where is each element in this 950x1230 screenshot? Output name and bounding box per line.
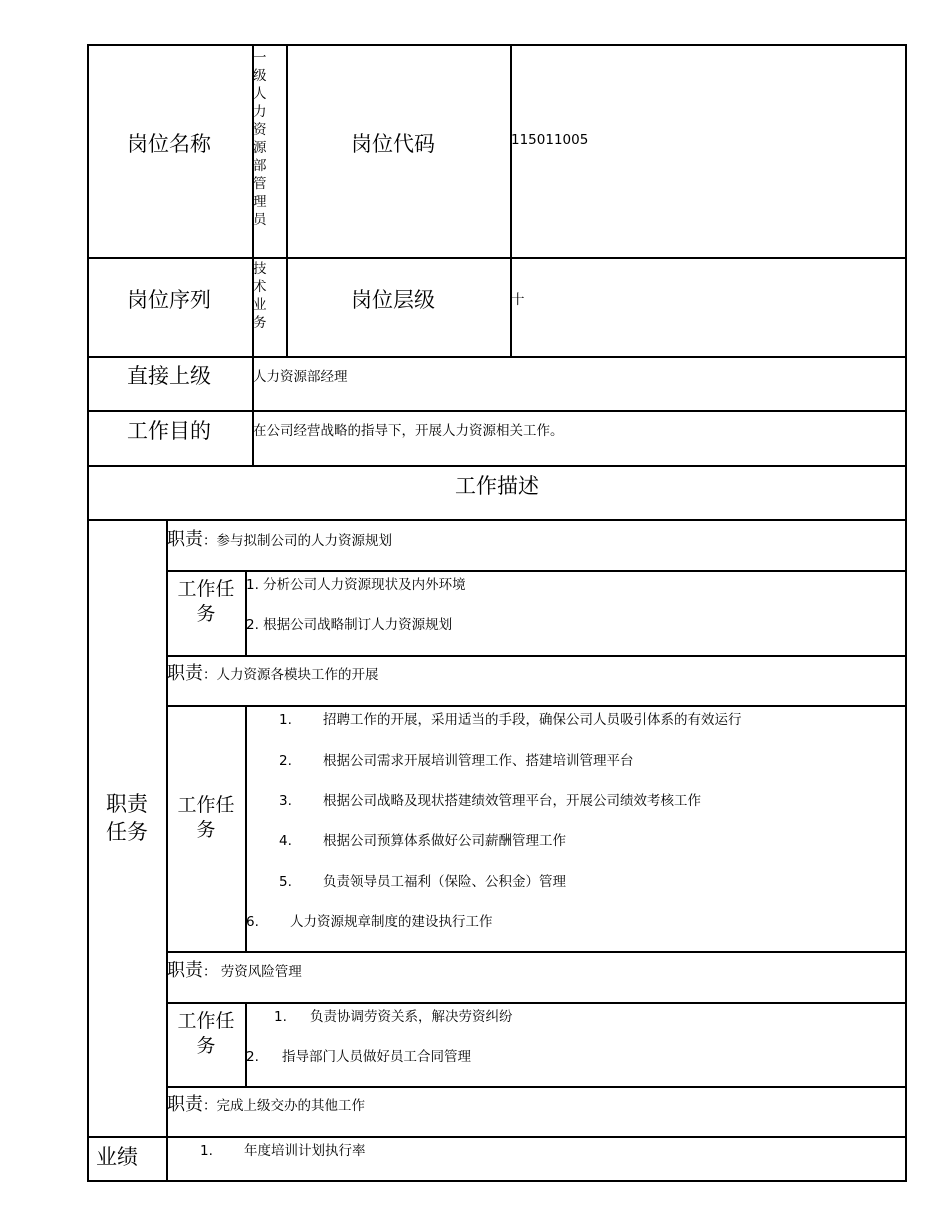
duty-2-task-6: 6. 人力资源规章制度的建设执行工作 <box>246 914 493 930</box>
duty-3-task-1: 1. 负责协调劳资关系，解决劳资纠纷 <box>274 1009 513 1025</box>
purpose-label: 工作目的 <box>127 419 211 443</box>
duty-2-task-3: 3. 根据公司战略及现状搭建绩效管理平台，开展公司绩效考核工作 <box>279 793 701 809</box>
post-level-label: 岗位层级 <box>351 288 435 312</box>
post-code-value: 115011005 <box>511 132 589 148</box>
post-seq-value: 技术业务 <box>253 261 267 331</box>
duty-4: 职责：完成上级交办的其他工作 <box>167 1094 365 1115</box>
post-level-value: 十 <box>511 292 525 308</box>
post-seq-label: 岗位序列 <box>127 288 211 312</box>
description-title: 工作描述 <box>455 474 539 498</box>
duty-2-task-2: 2. 根据公司需求开展培训管理工作、搭建培训管理平台 <box>279 753 634 769</box>
duty-1-task-2: 2. 根据公司战略制订人力资源规划 <box>246 617 453 633</box>
task-label-2: 工作任务 <box>177 794 235 841</box>
duty-2-task-1: 1. 招聘工作的开展，采用适当的手段，确保公司人员吸引体系的有效运行 <box>279 712 742 728</box>
duty-3: 职责： 劳资风险管理 <box>167 960 302 981</box>
duty-3-task-2: 2. 指导部门人员做好员工合同管理 <box>246 1049 471 1065</box>
duty-1-task-1: 1. 分析公司人力资源现状及内外环境 <box>246 577 466 593</box>
performance-label: 业绩 <box>96 1145 138 1169</box>
duty-1: 职责：参与拟制公司的人力资源规划 <box>167 529 392 550</box>
duty-2: 职责：人力资源各模块工作的开展 <box>167 663 379 684</box>
post-name-label: 岗位名称 <box>127 132 211 156</box>
post-name-value: 一级人力资源部管理员 <box>253 50 267 228</box>
purpose-value: 在公司经营战略的指导下，开展人力资源相关工作。 <box>253 423 564 439</box>
duties-label: 职责任务 <box>106 792 148 844</box>
superior-value: 人力资源部经理 <box>253 369 348 385</box>
performance-item-1: 1. 年度培训计划执行率 <box>200 1143 366 1159</box>
post-code-label: 岗位代码 <box>351 132 435 156</box>
duty-2-task-5: 5. 负责领导员工福利（保险、公积金）管理 <box>279 874 566 890</box>
task-label-1: 工作任务 <box>177 578 235 625</box>
task-label-3: 工作任务 <box>177 1010 235 1057</box>
superior-label: 直接上级 <box>127 364 211 388</box>
duty-2-task-4: 4. 根据公司预算体系做好公司薪酬管理工作 <box>279 833 566 849</box>
